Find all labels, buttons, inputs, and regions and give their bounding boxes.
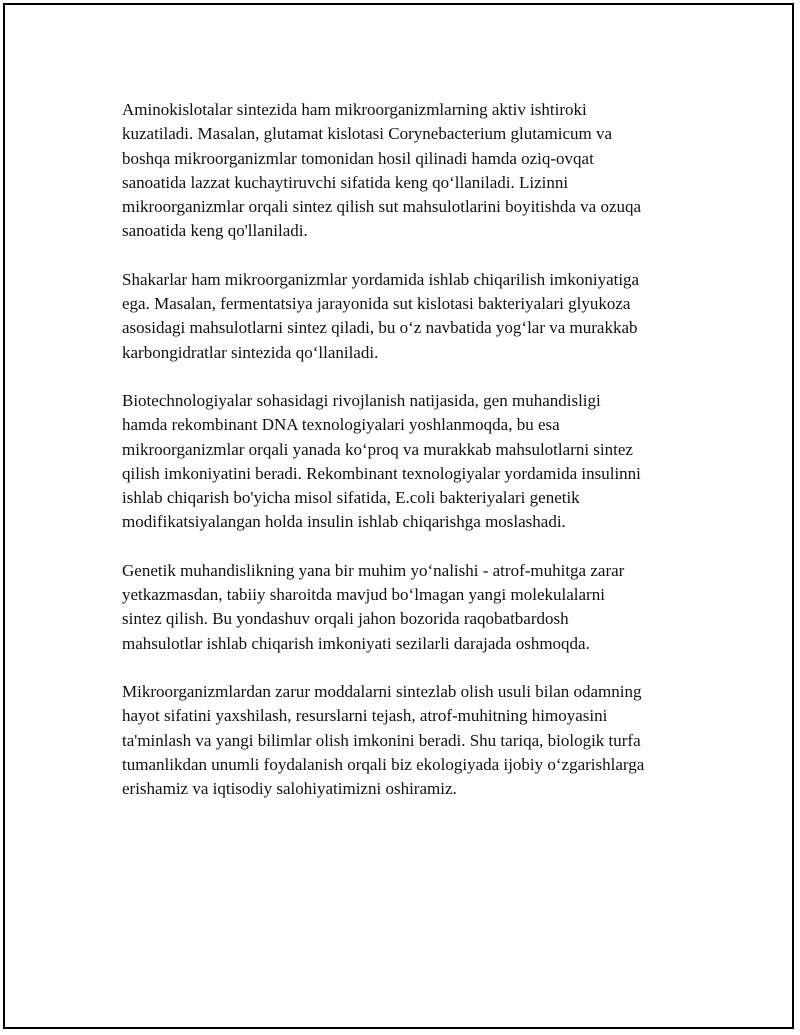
- paragraph-aminokislotalar: Aminokislotalar sintezida ham mikroorganizmlarning aktiv ishtiroki kuzatiladi. Masalan, glutamat kislotasi Corynebacterium glutamicum va boshqa mikroorganizmlar tomonidan hosil qilinadi hamda oziq-ovqat sanoatida lazzat kuchaytiruvchi sifatida keng qo‘llaniladi. Lizinni mikroorganizmlar orqali sintez qilish sut mahsulotlarini boyitishda va ozuqa sanoatida keng qo'llaniladi.: [122, 100, 642, 241]
- paragraph-biotechnologiyalar: Biotechnologiyalar sohasidagi rivojlanish natijasida, gen muhandisligi hamda rekombinant DNA texnologiyalari yoshlanmoqda, bu esa mikroorganizmlar orqali yanada ko‘proq va murakkab mahsulotlarni sintez qilish imkoniyatini beradi. Rekombinant texnologiyalar yordamida insulinni ishlab chiqarish bo'yicha misol sifatida, E.coli bakteriyalari genetik modifikatsiyalangan holda insulin ishlab chiqarishga moslashadi.: [122, 390, 641, 532]
- paragraph-mikroorganizmlardan: Mikroorganizmlardan zarur moddalarni sintezlab olish usuli bilan odamning hayot sifatini yaxshilash, resurslarni tejash, atrof-muhitning himoyasini ta'minlash va yangi bilimlar olish imkonini beradi. Shu tariqa, biologik turfa tumanlikdan unumli foydalanish orqali biz ekologiyada ijobiy o‘zgarishlarga erishamiz va iqtisodiy salohiyatimizni oshiramiz.: [122, 681, 645, 799]
- paragraph-genetik-muhandislik: Genetik muhandislikning yana bir muhim yo‘nalishi - atrof-muhitga zarar yetkazmasdan, tabiiy sharoitda mavjud bo‘lmagan yangi molekulalarni sintez qilish. Bu yondashuv orqali jahon bozorida raqobatbardosh mahsulotlar ishlab chiqarish imkoniyati sezilarli darajada oshmoqda.: [122, 560, 625, 653]
- paragraph-shakarlar: Shakarlar ham mikroorganizmlar yordamida ishlab chiqarilish imkoniyatiga ega. Masalan, fermentatsiya jarayonida sut kislotasi bakteriyalari glyukoza asosidagi mahsulotlarni sintez qiladi, bu o‘z navbatida yog‘lar va murakkab karbongidratlar sintezida qo‘llaniladi.: [122, 269, 640, 362]
- document-page: [3, 3, 794, 1029]
- document-body: [122, 98, 702, 825]
